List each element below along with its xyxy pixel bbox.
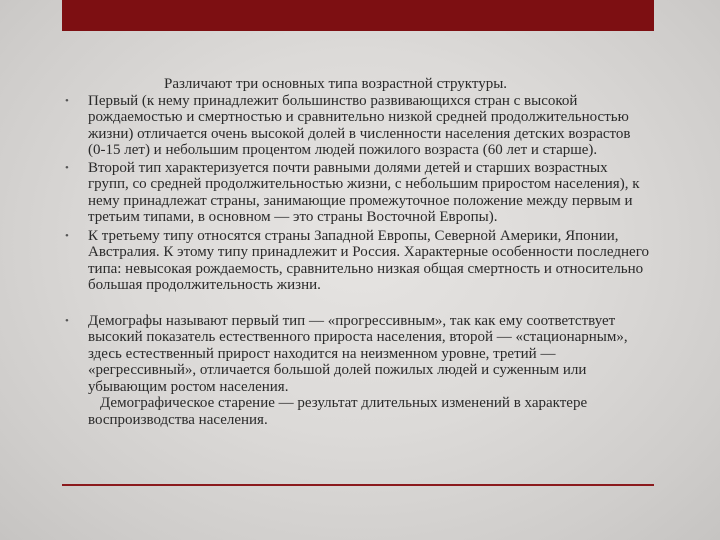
bottom-divider <box>62 484 654 486</box>
bullet-icon: • <box>65 314 69 327</box>
list-item-text: Второй тип характеризуется почти равными долями детей и старших возрастных групп, со средней продолжительностью жизни, с небольшим приростом населения), к нему принадлежат страны, занимающие промежуточное положение между первым и третьим типами, в основном — это страны Восточной Европы). <box>88 159 640 225</box>
list-item-extra-text: Демографическое старение — результат длительных изменений в характере воспроизводства населения. <box>88 395 588 428</box>
bullet-icon: • <box>65 161 69 174</box>
intro-text: Различают три основных типа возрастной структуры. <box>164 76 508 92</box>
list-item-text: Первый (к нему принадлежит большинство развивающихся стран с высокой рождаемостью и смертностью и сравнительно низкой средней продолжительностью жизни) отличается очень высокой долей в численности населения детских возрастов (0-15 лет) и небольшим процентом людей пожилого возраста (60 лет и старше). <box>88 92 631 158</box>
bullet-icon: • <box>65 94 69 107</box>
list-item <box>64 313 650 429</box>
list-item <box>64 160 650 226</box>
slide-body <box>64 76 650 428</box>
title-bar <box>62 0 654 31</box>
bullet-icon: • <box>65 229 69 242</box>
list-item-text: К третьему типу относятся страны Западной Европы, Северной Америки, Японии, Австралия. К этому типу принадлежит и Россия. Характерные особенности последнего типа: невысокая рождаемость, сравнительно низкая общая смертность и относительно большая продолжительность жизни. <box>88 227 649 293</box>
list-item <box>64 93 650 159</box>
bullet-list <box>64 93 650 429</box>
list-item-text: Демографы называют первый тип — «прогрессивным», так как ему соответствует высокий показатель естественного прироста населения, второй — «стационарным», здесь естественный прирост находится на неизменном уровне, третий — «регрессивный», отличается большой долей пожилых людей и суженным или убывающим ростом населения. <box>88 312 628 395</box>
list-item <box>64 228 650 294</box>
